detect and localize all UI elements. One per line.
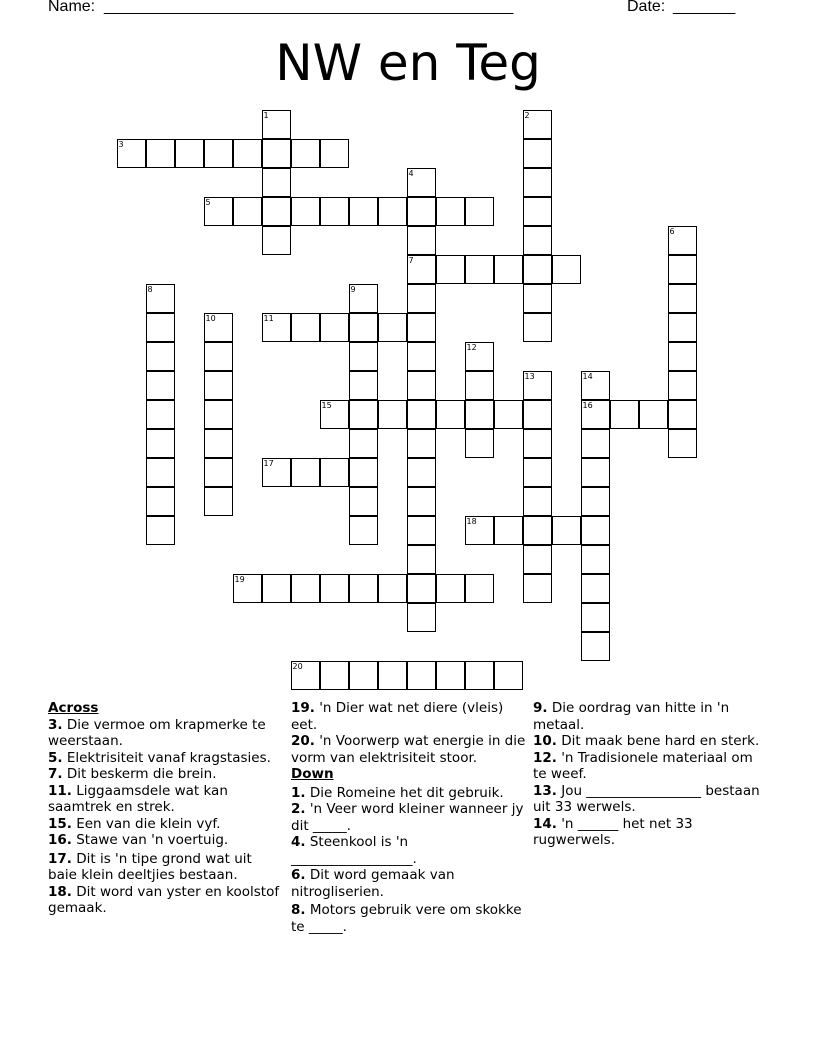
- crossword-cell[interactable]: [552, 255, 581, 284]
- crossword-cell[interactable]: [407, 574, 436, 603]
- crossword-cell[interactable]: [349, 342, 378, 371]
- crossword-cell[interactable]: [349, 516, 378, 545]
- crossword-cell[interactable]: [581, 487, 610, 516]
- page-title: NW en Teg: [275, 34, 541, 92]
- cell-number: 14: [582, 372, 593, 381]
- crossword-cell[interactable]: [465, 255, 494, 284]
- crossword-cell[interactable]: [407, 255, 436, 284]
- crossword-cell[interactable]: [581, 632, 610, 661]
- name-label: Name:: [48, 0, 96, 15]
- crossword-cell[interactable]: [581, 574, 610, 603]
- crossword-cell[interactable]: [262, 458, 291, 487]
- crossword-cell[interactable]: [523, 284, 552, 313]
- clue-down-4: 4. Steenkool is 'n __________________.: [291, 834, 417, 867]
- crossword-cell[interactable]: [146, 458, 175, 487]
- clue-down-10: 10. Dit maak bene hard en sterk.: [533, 733, 760, 749]
- crossword-cell[interactable]: [523, 197, 552, 226]
- clue-column-2: [291, 700, 527, 935]
- crossword-cell[interactable]: [407, 429, 436, 458]
- date-label: Date:: [627, 0, 666, 15]
- date-blank[interactable]: _______: [673, 0, 736, 15]
- crossword-cell[interactable]: [436, 255, 465, 284]
- crossword-cell[interactable]: [233, 139, 262, 168]
- cell-number: 13: [524, 372, 535, 381]
- crossword-cell[interactable]: [204, 487, 233, 516]
- clue-down-9: 9. Die oordrag van hitte in 'n metaal.: [533, 700, 730, 733]
- cell-number: 8: [147, 285, 153, 294]
- crossword-cell[interactable]: [581, 429, 610, 458]
- crossword-cell[interactable]: [204, 371, 233, 400]
- crossword-cell[interactable]: [668, 226, 697, 255]
- crossword-cell[interactable]: [291, 197, 320, 226]
- crossword-cell[interactable]: [494, 661, 523, 690]
- crossword-cell[interactable]: [465, 661, 494, 690]
- cell-number: 5: [205, 198, 211, 207]
- crossword-cell[interactable]: [407, 487, 436, 516]
- crossword-cell[interactable]: [349, 429, 378, 458]
- crossword-cell[interactable]: [668, 371, 697, 400]
- crossword-cell[interactable]: [262, 574, 291, 603]
- crossword-cell[interactable]: [494, 516, 523, 545]
- cell-number: 18: [466, 517, 477, 526]
- clue-across-3: 3. Die vermoe om krapmerke te weerstaan.: [48, 716, 266, 749]
- crossword-cell[interactable]: [204, 139, 233, 168]
- crossword-cell[interactable]: [146, 516, 175, 545]
- crossword-cell[interactable]: [262, 226, 291, 255]
- crossword-cell[interactable]: [523, 313, 552, 342]
- crossword-cell[interactable]: [262, 313, 291, 342]
- crossword-cell[interactable]: [204, 400, 233, 429]
- crossword-cell[interactable]: [668, 313, 697, 342]
- crossword-cell[interactable]: [465, 371, 494, 400]
- cell-number: 11: [263, 314, 274, 323]
- crossword-cell[interactable]: [320, 574, 349, 603]
- clue-down-2: 2. 'n Veer word kleiner wanneer jy dit _____.: [291, 801, 524, 834]
- crossword-cell[interactable]: [465, 429, 494, 458]
- crossword-cell[interactable]: [146, 313, 175, 342]
- crossword-cell[interactable]: [407, 197, 436, 226]
- crossword-cell[interactable]: [581, 516, 610, 545]
- crossword-cell[interactable]: [320, 197, 349, 226]
- clue-across-7: 7. Dit beskerm die brein.: [48, 766, 217, 782]
- crossword-cell[interactable]: [146, 284, 175, 313]
- crossword-cell[interactable]: [581, 458, 610, 487]
- clue-across-20: 20. 'n Voorwerp wat energie in die vorm van elektrisiteit stoor.: [291, 733, 526, 766]
- clue-column-3: [533, 700, 765, 849]
- clue-down-1: 1. Die Romeine het dit gebruik.: [291, 784, 504, 801]
- cell-number: 10: [205, 314, 216, 323]
- crossword-cell[interactable]: [204, 458, 233, 487]
- crossword-cell[interactable]: [291, 458, 320, 487]
- cell-number: 16: [582, 401, 593, 410]
- cell-number: 6: [669, 227, 675, 236]
- across-heading: Across: [48, 700, 99, 716]
- crossword-cell[interactable]: [291, 313, 320, 342]
- clue-across-18: 18. Dit word van yster en koolstof gemaak.: [48, 883, 280, 916]
- crossword-cell[interactable]: [349, 400, 378, 429]
- crossword-cell[interactable]: [436, 197, 465, 226]
- crossword-cell[interactable]: [349, 313, 378, 342]
- crossword-cell[interactable]: [668, 429, 697, 458]
- crossword-cell[interactable]: [204, 197, 233, 226]
- crossword-cell[interactable]: [378, 661, 407, 690]
- crossword-cell[interactable]: [668, 255, 697, 284]
- down-heading: Down: [291, 766, 334, 782]
- crossword-cell[interactable]: [378, 400, 407, 429]
- crossword-cell[interactable]: [320, 400, 349, 429]
- name-blank[interactable]: ______________________________________________: [104, 0, 514, 15]
- crossword-cell[interactable]: [146, 371, 175, 400]
- crossword-cell[interactable]: [407, 284, 436, 313]
- crossword-cell[interactable]: [320, 139, 349, 168]
- crossword-cell[interactable]: [349, 458, 378, 487]
- crossword-cell[interactable]: [262, 197, 291, 226]
- crossword-cell[interactable]: [262, 168, 291, 197]
- clue-across-17: 17. Dit is 'n tipe grond wat uit baie klein deeltjies bestaan.: [48, 850, 252, 883]
- crossword-cell[interactable]: [436, 400, 465, 429]
- crossword-cell[interactable]: [349, 487, 378, 516]
- crossword-cell[interactable]: [436, 574, 465, 603]
- crossword-cell[interactable]: [465, 197, 494, 226]
- crossword-cell[interactable]: [291, 661, 320, 690]
- crossword-cell[interactable]: [407, 458, 436, 487]
- crossword-cell[interactable]: [610, 400, 639, 429]
- crossword-cell[interactable]: [291, 574, 320, 603]
- crossword-cell[interactable]: [407, 313, 436, 342]
- crossword-cell[interactable]: [523, 545, 552, 574]
- crossword-cell[interactable]: [320, 458, 349, 487]
- crossword-cell[interactable]: [146, 139, 175, 168]
- crossword-cell[interactable]: [291, 139, 320, 168]
- crossword-cell[interactable]: [523, 458, 552, 487]
- clue-across-5: 5. Elektrisiteit vanaf kragstasies.: [48, 749, 271, 766]
- crossword-cell[interactable]: [494, 255, 523, 284]
- cell-number: 7: [408, 256, 414, 265]
- crossword-cell[interactable]: [262, 110, 291, 139]
- crossword-cell[interactable]: [407, 371, 436, 400]
- crossword-cell[interactable]: [436, 661, 465, 690]
- crossword-cell[interactable]: [552, 516, 581, 545]
- crossword-cell[interactable]: [407, 342, 436, 371]
- crossword-cell[interactable]: [407, 603, 436, 632]
- crossword-cell[interactable]: [494, 400, 523, 429]
- crossword-cell[interactable]: [523, 516, 552, 545]
- crossword-cell[interactable]: [523, 400, 552, 429]
- crossword-cell[interactable]: [146, 429, 175, 458]
- crossword-cell[interactable]: [378, 197, 407, 226]
- crossword-cell[interactable]: [581, 400, 610, 429]
- clue-down-8: 8. Motors gebruik vere om skokke te _____.: [291, 902, 522, 935]
- crossword-cell[interactable]: [175, 139, 204, 168]
- crossword-cell[interactable]: [407, 516, 436, 545]
- crossword-cell[interactable]: [146, 342, 175, 371]
- clue-across-19: 19. 'n Dier wat net diere (vleis) eet.: [291, 700, 504, 733]
- cell-number: 9: [350, 285, 356, 294]
- cell-number: 3: [118, 140, 124, 149]
- clue-across-11: 11. Liggaamsdele wat kan saamtrek en strek.: [48, 782, 228, 815]
- crossword-cell[interactable]: [378, 574, 407, 603]
- crossword-cell[interactable]: [668, 400, 697, 429]
- cell-number: 19: [234, 575, 245, 584]
- crossword-cell[interactable]: [581, 371, 610, 400]
- crossword-cell[interactable]: [407, 168, 436, 197]
- crossword-cell[interactable]: [523, 168, 552, 197]
- crossword-cell[interactable]: [581, 603, 610, 632]
- cell-number: 17: [263, 459, 274, 468]
- cell-number: 2: [524, 111, 530, 120]
- crossword-cell[interactable]: [349, 661, 378, 690]
- crossword-cell[interactable]: [523, 139, 552, 168]
- crossword-cell[interactable]: [523, 255, 552, 284]
- clue-down-12: 12. 'n Tradisionele materiaal om te weef.: [533, 749, 753, 782]
- crossword-cell[interactable]: [349, 284, 378, 313]
- crossword-cell[interactable]: [465, 400, 494, 429]
- crossword-cell[interactable]: [407, 545, 436, 574]
- crossword-cell[interactable]: [581, 545, 610, 574]
- crossword-cell[interactable]: [146, 400, 175, 429]
- crossword-cell[interactable]: [349, 574, 378, 603]
- cell-number: 12: [466, 343, 477, 352]
- crossword-cell[interactable]: [262, 139, 291, 168]
- clue-down-13: 13. Jou _________________ bestaan uit 33 werwels.: [533, 782, 760, 815]
- crossword-cell[interactable]: [233, 574, 262, 603]
- cell-number: 1: [263, 111, 269, 120]
- crossword-cell[interactable]: [233, 197, 262, 226]
- crossword-cell[interactable]: [668, 284, 697, 313]
- crossword-cell[interactable]: [465, 516, 494, 545]
- crossword-cell[interactable]: [523, 371, 552, 400]
- crossword-cell[interactable]: [378, 313, 407, 342]
- clue-down-6: 6. Dit word gemaak van nitrogliserien.: [291, 867, 455, 900]
- crossword-cell[interactable]: [204, 429, 233, 458]
- cell-number: 15: [321, 401, 332, 410]
- clue-column-1: [48, 700, 280, 917]
- clue-down-14: 14. 'n ______ het net 33 rugwerwels.: [533, 815, 693, 848]
- crossword-cell[interactable]: [465, 574, 494, 603]
- crossword-cell[interactable]: [407, 661, 436, 690]
- crossword-cell[interactable]: [407, 226, 436, 255]
- crossword-cell[interactable]: [320, 313, 349, 342]
- crossword-cell[interactable]: [349, 371, 378, 400]
- crossword-cell[interactable]: [204, 313, 233, 342]
- crossword-cell[interactable]: [523, 429, 552, 458]
- crossword-cell[interactable]: [117, 139, 146, 168]
- crossword-cell[interactable]: [523, 226, 552, 255]
- crossword-cell[interactable]: [639, 400, 668, 429]
- crossword-cell[interactable]: [523, 110, 552, 139]
- crossword-cell[interactable]: [523, 574, 552, 603]
- crossword-cell[interactable]: [523, 487, 552, 516]
- crossword-cell[interactable]: [146, 487, 175, 516]
- cell-number: 20: [292, 662, 303, 671]
- crossword-cell[interactable]: [668, 342, 697, 371]
- clue-across-15: 15. Een van die klein vyf.: [48, 815, 221, 832]
- crossword-cell[interactable]: [320, 661, 349, 690]
- cell-number: 4: [408, 169, 414, 178]
- clue-across-16: 16. Stawe van 'n voertuig.: [48, 832, 229, 848]
- crossword-cell[interactable]: [204, 342, 233, 371]
- crossword-cell[interactable]: [465, 342, 494, 371]
- crossword-cell[interactable]: [349, 197, 378, 226]
- crossword-cell[interactable]: [407, 400, 436, 429]
